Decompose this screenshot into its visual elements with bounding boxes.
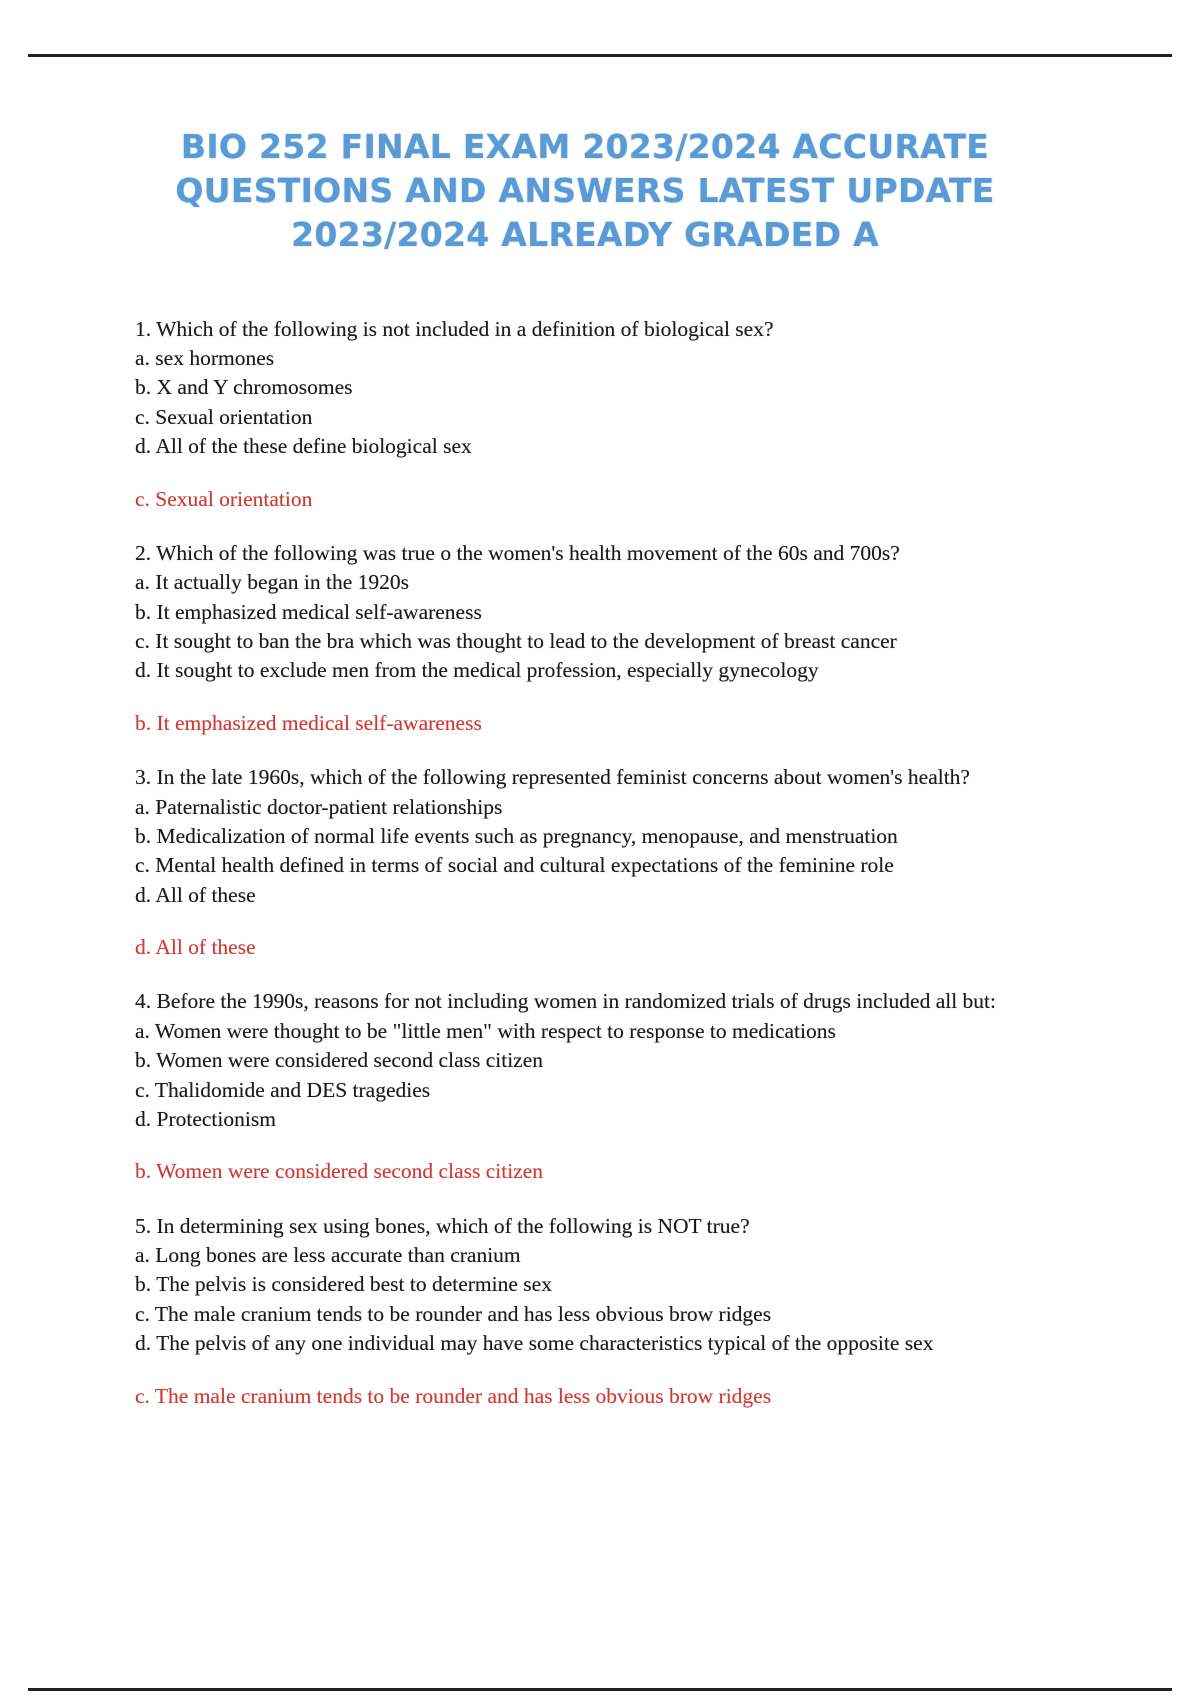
question-option: b. X and Y chromosomes — [135, 375, 353, 400]
question-text: 4. Before the 1990s, reasons for not including women in randomized trials of drugs included all but: — [135, 989, 997, 1014]
question-text: 2. Which of the following was true o the women's health movement of the 60s and 700s? — [135, 540, 900, 565]
question-option: d. The pelvis of any one individual may have some characteristics typical of the opposite sex — [135, 1331, 934, 1356]
question-option: c. The male cranium tends to be rounder and has less obvious brow ridges — [135, 1301, 772, 1326]
page-title-line-2: QUESTIONS AND ANSWERS LATEST UPDATE — [175, 170, 995, 210]
question-option: a. sex hormones — [135, 346, 275, 370]
question-option: a. Women were thought to be "little men" with respect to response to medications — [135, 1018, 836, 1043]
question-text: 5. In determining sex using bones, which of the following is NOT true? — [135, 1213, 750, 1238]
question-block — [135, 539, 1035, 737]
question-option: b. Women were considered second class citizen — [135, 1048, 544, 1073]
header-divider-rule — [28, 54, 1172, 57]
question-text: 3. In the late 1960s, which of the following represented feminist concerns about women's health? — [135, 765, 970, 790]
question-option: c. Sexual orientation — [135, 404, 313, 429]
question-option: c. Mental health defined in terms of social and cultural expectations of the feminine role — [135, 853, 894, 878]
question-option: c. Thalidomide and DES tragedies — [135, 1077, 431, 1102]
question-block — [135, 315, 1035, 513]
question-option: b. Medicalization of normal life events such as pregnancy, menopause, and menstruation — [135, 823, 898, 848]
question-option: d. All of these — [135, 882, 256, 907]
question-option: d. It sought to exclude men from the medical profession, especially gynecology — [135, 658, 819, 683]
answer-text: c. Sexual orientation — [135, 486, 313, 511]
question-block — [135, 1212, 1035, 1410]
question-option: d. Protectionism — [135, 1106, 276, 1131]
answer-text: b. It emphasized medical self-awareness — [135, 710, 482, 735]
answer-text: d. All of these — [135, 935, 256, 959]
question-option: b. It emphasized medical self-awareness — [135, 599, 482, 624]
footer-divider-rule — [28, 1688, 1172, 1691]
page-title — [135, 125, 1035, 257]
page-title-line-1: BIO 252 FINAL EXAM 2023/2024 ACCURATE — [180, 127, 990, 166]
document-content — [135, 125, 1035, 1436]
question-option: d. All of the these define biological sex — [135, 434, 472, 459]
question-option: a. Paternalistic doctor-patient relationships — [135, 794, 503, 819]
question-option: a. Long bones are less accurate than cranium — [135, 1243, 521, 1267]
question-option: c. It sought to ban the bra which was thought to lead to the development of breast cancer — [135, 629, 897, 653]
answer-text: c. The male cranium tends to be rounder and has less obvious brow ridges — [135, 1383, 772, 1408]
question-option: b. The pelvis is considered best to determine sex — [135, 1272, 552, 1297]
question-text: 1. Which of the following is not included in a definition of biological sex? — [135, 316, 774, 341]
page-title-line-3: 2023/2024 ALREADY GRADED A — [291, 214, 879, 254]
question-option: a. It actually began in the 1920s — [135, 570, 410, 595]
question-block — [135, 763, 1035, 961]
answer-text: b. Women were considered second class citizen — [135, 1159, 544, 1184]
question-block — [135, 987, 1035, 1185]
